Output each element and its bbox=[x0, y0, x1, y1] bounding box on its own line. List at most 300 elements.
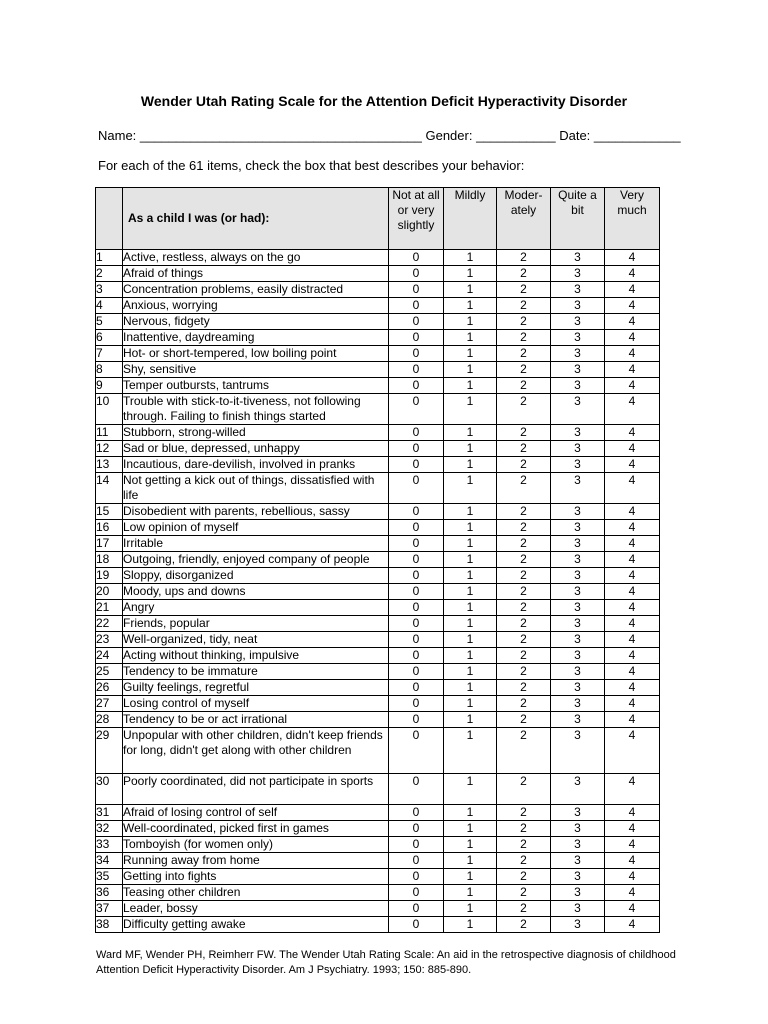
score-cell[interactable]: 4 bbox=[605, 885, 660, 901]
score-cell[interactable]: 3 bbox=[551, 869, 605, 885]
score-cell[interactable]: 3 bbox=[551, 712, 605, 728]
score-cell[interactable]: 2 bbox=[497, 821, 551, 837]
table-row bbox=[96, 457, 660, 473]
table-row bbox=[96, 330, 660, 346]
score-cell[interactable]: 3 bbox=[551, 917, 605, 933]
score-cell[interactable]: 0 bbox=[389, 696, 444, 712]
score-cell[interactable]: 1 bbox=[444, 330, 497, 346]
item-number: 25 bbox=[96, 664, 123, 680]
score-cell[interactable]: 2 bbox=[497, 266, 551, 282]
score-cell[interactable]: 1 bbox=[444, 346, 497, 362]
score-cell[interactable]: 1 bbox=[444, 520, 497, 536]
score-cell[interactable]: 3 bbox=[551, 378, 605, 394]
item-text: Well-coordinated, picked first in games bbox=[123, 821, 389, 837]
table-header-row bbox=[96, 188, 660, 250]
score-cell[interactable]: 4 bbox=[605, 266, 660, 282]
item-text: Poorly coordinated, did not participate in sports bbox=[123, 774, 389, 805]
instructions: For each of the 61 items, check the box that best describes your behavior: bbox=[98, 158, 525, 173]
score-cell[interactable]: 4 bbox=[605, 394, 660, 425]
score-cell[interactable]: 2 bbox=[497, 917, 551, 933]
item-number: 21 bbox=[96, 600, 123, 616]
score-cell[interactable]: 4 bbox=[605, 362, 660, 378]
score-cell[interactable]: 1 bbox=[444, 632, 497, 648]
score-cell[interactable]: 0 bbox=[389, 536, 444, 552]
citation-footer: Ward MF, Wender PH, Reimherr FW. The Wender Utah Rating Scale: An aid in the retrospective diagnosis of childhood Attention Deficit Hyperactivity Disorder. Am J Psychiatry. 1993; 150: 885-890. bbox=[96, 949, 676, 976]
score-cell[interactable]: 0 bbox=[389, 664, 444, 680]
table-row bbox=[96, 314, 660, 330]
item-text: Acting without thinking, impulsive bbox=[123, 648, 389, 664]
item-number: 7 bbox=[96, 346, 123, 362]
score-cell[interactable]: 1 bbox=[444, 805, 497, 821]
item-text: Hot- or short-tempered, low boiling point bbox=[123, 346, 389, 362]
score-cell[interactable]: 4 bbox=[605, 584, 660, 600]
score-cell[interactable]: 2 bbox=[497, 901, 551, 917]
score-cell[interactable]: 1 bbox=[444, 425, 497, 441]
score-cell[interactable]: 1 bbox=[444, 728, 497, 774]
score-cell[interactable]: 0 bbox=[389, 869, 444, 885]
score-cell[interactable]: 3 bbox=[551, 394, 605, 425]
score-cell[interactable]: 1 bbox=[444, 664, 497, 680]
score-cell[interactable]: 3 bbox=[551, 680, 605, 696]
table-row bbox=[96, 712, 660, 728]
score-cell[interactable]: 4 bbox=[605, 837, 660, 853]
table-row bbox=[96, 552, 660, 568]
score-cell[interactable]: 0 bbox=[389, 346, 444, 362]
score-cell[interactable]: 2 bbox=[497, 600, 551, 616]
score-cell[interactable]: 3 bbox=[551, 266, 605, 282]
score-cell[interactable]: 2 bbox=[497, 584, 551, 600]
score-cell[interactable]: 0 bbox=[389, 584, 444, 600]
score-cell[interactable]: 3 bbox=[551, 600, 605, 616]
score-cell[interactable]: 3 bbox=[551, 901, 605, 917]
item-number: 14 bbox=[96, 473, 123, 504]
score-cell[interactable]: 4 bbox=[605, 441, 660, 457]
column-header-mildly: Mildly bbox=[444, 188, 497, 250]
item-text: Active, restless, always on the go bbox=[123, 250, 389, 266]
table-row bbox=[96, 821, 660, 837]
score-cell[interactable]: 4 bbox=[605, 696, 660, 712]
item-text: Well-organized, tidy, neat bbox=[123, 632, 389, 648]
score-cell[interactable]: 2 bbox=[497, 885, 551, 901]
score-cell[interactable]: 3 bbox=[551, 441, 605, 457]
item-number: 22 bbox=[96, 616, 123, 632]
item-text: Temper outbursts, tantrums bbox=[123, 378, 389, 394]
score-cell[interactable]: 0 bbox=[389, 378, 444, 394]
score-cell[interactable]: 3 bbox=[551, 616, 605, 632]
score-cell[interactable]: 0 bbox=[389, 520, 444, 536]
score-cell[interactable]: 2 bbox=[497, 616, 551, 632]
score-cell[interactable]: 1 bbox=[444, 869, 497, 885]
score-cell[interactable]: 0 bbox=[389, 282, 444, 298]
table-row bbox=[96, 664, 660, 680]
score-cell[interactable]: 3 bbox=[551, 584, 605, 600]
score-cell[interactable]: 2 bbox=[497, 774, 551, 805]
score-cell[interactable]: 2 bbox=[497, 536, 551, 552]
score-cell[interactable]: 0 bbox=[389, 250, 444, 266]
score-cell[interactable]: 0 bbox=[389, 728, 444, 774]
score-cell[interactable]: 2 bbox=[497, 250, 551, 266]
score-cell[interactable]: 3 bbox=[551, 837, 605, 853]
score-cell[interactable]: 0 bbox=[389, 362, 444, 378]
score-cell[interactable]: 3 bbox=[551, 473, 605, 504]
score-cell[interactable]: 3 bbox=[551, 648, 605, 664]
score-cell[interactable]: 2 bbox=[497, 664, 551, 680]
column-header-moderately: Moder-ately bbox=[497, 188, 551, 250]
score-cell[interactable]: 1 bbox=[444, 441, 497, 457]
score-cell[interactable]: 0 bbox=[389, 394, 444, 425]
score-cell[interactable]: 2 bbox=[497, 282, 551, 298]
item-text: Tomboyish (for women only) bbox=[123, 837, 389, 853]
score-cell[interactable]: 4 bbox=[605, 805, 660, 821]
score-cell[interactable]: 3 bbox=[551, 696, 605, 712]
item-text: Guilty feelings, regretful bbox=[123, 680, 389, 696]
score-cell[interactable]: 0 bbox=[389, 441, 444, 457]
score-cell[interactable]: 3 bbox=[551, 568, 605, 584]
score-cell[interactable]: 2 bbox=[497, 362, 551, 378]
score-cell[interactable]: 2 bbox=[497, 346, 551, 362]
score-cell[interactable]: 3 bbox=[551, 664, 605, 680]
score-cell[interactable]: 3 bbox=[551, 298, 605, 314]
item-text: Tendency to be or act irrational bbox=[123, 712, 389, 728]
item-text: Running away from home bbox=[123, 853, 389, 869]
score-cell[interactable]: 1 bbox=[444, 473, 497, 504]
score-cell[interactable]: 1 bbox=[444, 282, 497, 298]
table-row bbox=[96, 250, 660, 266]
item-number: 19 bbox=[96, 568, 123, 584]
item-text: Sad or blue, depressed, unhappy bbox=[123, 441, 389, 457]
score-cell[interactable]: 4 bbox=[605, 664, 660, 680]
score-cell[interactable]: 4 bbox=[605, 600, 660, 616]
item-number: 35 bbox=[96, 869, 123, 885]
score-cell[interactable]: 0 bbox=[389, 648, 444, 664]
score-cell[interactable]: 1 bbox=[444, 648, 497, 664]
score-cell[interactable]: 1 bbox=[444, 680, 497, 696]
score-cell[interactable]: 2 bbox=[497, 552, 551, 568]
table-row bbox=[96, 584, 660, 600]
score-cell[interactable]: 2 bbox=[497, 394, 551, 425]
score-cell[interactable]: 2 bbox=[497, 648, 551, 664]
item-number: 18 bbox=[96, 552, 123, 568]
score-cell[interactable]: 1 bbox=[444, 600, 497, 616]
score-cell[interactable]: 2 bbox=[497, 378, 551, 394]
item-number: 17 bbox=[96, 536, 123, 552]
item-number: 26 bbox=[96, 680, 123, 696]
score-cell[interactable]: 3 bbox=[551, 250, 605, 266]
item-number: 37 bbox=[96, 901, 123, 917]
score-cell[interactable]: 4 bbox=[605, 568, 660, 584]
item-text: Afraid of losing control of self bbox=[123, 805, 389, 821]
score-cell[interactable]: 0 bbox=[389, 885, 444, 901]
name-gender-date-line: Name: _______________________________________ Gender: ___________ Date: ____________ bbox=[98, 128, 681, 143]
score-cell[interactable]: 4 bbox=[605, 298, 660, 314]
score-cell[interactable]: 0 bbox=[389, 600, 444, 616]
item-number: 32 bbox=[96, 821, 123, 837]
score-cell[interactable]: 0 bbox=[389, 330, 444, 346]
column-header-not-at-all: Not at all or very slightly bbox=[389, 188, 444, 250]
score-cell[interactable]: 2 bbox=[497, 425, 551, 441]
item-text: Difficulty getting awake bbox=[123, 917, 389, 933]
score-cell[interactable]: 1 bbox=[444, 821, 497, 837]
score-cell[interactable]: 2 bbox=[497, 712, 551, 728]
score-cell[interactable]: 3 bbox=[551, 885, 605, 901]
score-cell[interactable]: 4 bbox=[605, 346, 660, 362]
score-cell[interactable]: 4 bbox=[605, 504, 660, 520]
table-row bbox=[96, 696, 660, 712]
score-cell[interactable]: 4 bbox=[605, 901, 660, 917]
table-row bbox=[96, 600, 660, 616]
score-cell[interactable]: 2 bbox=[497, 728, 551, 774]
score-cell[interactable]: 0 bbox=[389, 457, 444, 473]
item-number: 11 bbox=[96, 425, 123, 441]
score-cell[interactable]: 2 bbox=[497, 680, 551, 696]
score-cell[interactable]: 4 bbox=[605, 552, 660, 568]
item-text: Inattentive, daydreaming bbox=[123, 330, 389, 346]
score-cell[interactable]: 0 bbox=[389, 504, 444, 520]
item-number: 27 bbox=[96, 696, 123, 712]
score-cell[interactable]: 2 bbox=[497, 473, 551, 504]
score-cell[interactable]: 2 bbox=[497, 298, 551, 314]
score-cell[interactable]: 4 bbox=[605, 250, 660, 266]
score-cell[interactable]: 2 bbox=[497, 568, 551, 584]
score-cell[interactable]: 4 bbox=[605, 473, 660, 504]
item-number: 1 bbox=[96, 250, 123, 266]
score-cell[interactable]: 3 bbox=[551, 853, 605, 869]
score-cell[interactable]: 4 bbox=[605, 330, 660, 346]
score-cell[interactable]: 3 bbox=[551, 362, 605, 378]
score-cell[interactable]: 1 bbox=[444, 774, 497, 805]
score-cell[interactable]: 3 bbox=[551, 552, 605, 568]
score-cell[interactable]: 1 bbox=[444, 536, 497, 552]
score-cell[interactable]: 0 bbox=[389, 853, 444, 869]
number-column-header bbox=[96, 188, 123, 250]
table-row bbox=[96, 805, 660, 821]
score-cell[interactable]: 2 bbox=[497, 696, 551, 712]
table-row bbox=[96, 425, 660, 441]
score-cell[interactable]: 1 bbox=[444, 457, 497, 473]
score-cell[interactable]: 4 bbox=[605, 425, 660, 441]
item-number: 30 bbox=[96, 774, 123, 805]
score-cell[interactable]: 0 bbox=[389, 821, 444, 837]
table-row bbox=[96, 648, 660, 664]
score-cell[interactable]: 0 bbox=[389, 712, 444, 728]
item-number: 8 bbox=[96, 362, 123, 378]
table-row bbox=[96, 282, 660, 298]
item-number: 16 bbox=[96, 520, 123, 536]
score-cell[interactable]: 1 bbox=[444, 378, 497, 394]
score-cell[interactable]: 1 bbox=[444, 616, 497, 632]
item-number: 36 bbox=[96, 885, 123, 901]
score-cell[interactable]: 3 bbox=[551, 282, 605, 298]
score-cell[interactable]: 3 bbox=[551, 805, 605, 821]
item-text: Unpopular with other children, didn't keep friends for long, didn't get along with other children bbox=[123, 728, 389, 774]
item-number: 23 bbox=[96, 632, 123, 648]
item-number: 38 bbox=[96, 917, 123, 933]
item-text: Angry bbox=[123, 600, 389, 616]
score-cell[interactable]: 1 bbox=[444, 250, 497, 266]
table-row bbox=[96, 536, 660, 552]
score-cell[interactable]: 4 bbox=[605, 712, 660, 728]
item-text: Sloppy, disorganized bbox=[123, 568, 389, 584]
item-number: 29 bbox=[96, 728, 123, 774]
item-number: 6 bbox=[96, 330, 123, 346]
score-cell[interactable]: 3 bbox=[551, 504, 605, 520]
page-title: Wender Utah Rating Scale for the Attention Deficit Hyperactivity Disorder bbox=[140, 93, 628, 109]
item-text: Concentration problems, easily distracted bbox=[123, 282, 389, 298]
table-row bbox=[96, 568, 660, 584]
score-cell[interactable]: 2 bbox=[497, 330, 551, 346]
score-cell[interactable]: 3 bbox=[551, 425, 605, 441]
item-number: 24 bbox=[96, 648, 123, 664]
score-cell[interactable]: 3 bbox=[551, 520, 605, 536]
table-row bbox=[96, 869, 660, 885]
item-number: 33 bbox=[96, 837, 123, 853]
score-cell[interactable]: 2 bbox=[497, 632, 551, 648]
item-text: Outgoing, friendly, enjoyed company of people bbox=[123, 552, 389, 568]
score-cell[interactable]: 2 bbox=[497, 504, 551, 520]
score-cell[interactable]: 3 bbox=[551, 821, 605, 837]
score-cell[interactable]: 0 bbox=[389, 837, 444, 853]
item-number: 3 bbox=[96, 282, 123, 298]
table-row bbox=[96, 917, 660, 933]
score-cell[interactable]: 4 bbox=[605, 457, 660, 473]
score-cell[interactable]: 4 bbox=[605, 853, 660, 869]
score-cell[interactable]: 0 bbox=[389, 917, 444, 933]
score-cell[interactable]: 2 bbox=[497, 853, 551, 869]
rating-scale-table bbox=[95, 187, 660, 933]
item-text: Tendency to be immature bbox=[123, 664, 389, 680]
score-cell[interactable]: 1 bbox=[444, 712, 497, 728]
table-row bbox=[96, 473, 660, 504]
score-cell[interactable]: 0 bbox=[389, 552, 444, 568]
score-cell[interactable]: 1 bbox=[444, 837, 497, 853]
score-cell[interactable]: 4 bbox=[605, 536, 660, 552]
score-cell[interactable]: 2 bbox=[497, 805, 551, 821]
score-cell[interactable]: 2 bbox=[497, 441, 551, 457]
item-text: Incautious, dare-devilish, involved in pranks bbox=[123, 457, 389, 473]
score-cell[interactable]: 0 bbox=[389, 774, 444, 805]
score-cell[interactable]: 1 bbox=[444, 885, 497, 901]
item-text: Leader, bossy bbox=[123, 901, 389, 917]
score-cell[interactable]: 2 bbox=[497, 457, 551, 473]
score-cell[interactable]: 3 bbox=[551, 330, 605, 346]
score-cell[interactable]: 4 bbox=[605, 869, 660, 885]
score-cell[interactable]: 3 bbox=[551, 457, 605, 473]
item-text: Shy, sensitive bbox=[123, 362, 389, 378]
table-row bbox=[96, 616, 660, 632]
item-number: 12 bbox=[96, 441, 123, 457]
score-cell[interactable]: 1 bbox=[444, 362, 497, 378]
score-cell[interactable]: 2 bbox=[497, 869, 551, 885]
item-text: Getting into fights bbox=[123, 869, 389, 885]
item-number: 34 bbox=[96, 853, 123, 869]
item-number: 20 bbox=[96, 584, 123, 600]
score-cell[interactable]: 0 bbox=[389, 901, 444, 917]
score-cell[interactable]: 4 bbox=[605, 774, 660, 805]
score-cell[interactable]: 0 bbox=[389, 425, 444, 441]
table-row bbox=[96, 298, 660, 314]
score-cell[interactable]: 4 bbox=[605, 616, 660, 632]
score-cell[interactable]: 4 bbox=[605, 282, 660, 298]
score-cell[interactable]: 4 bbox=[605, 632, 660, 648]
score-cell[interactable]: 1 bbox=[444, 266, 497, 282]
item-number: 9 bbox=[96, 378, 123, 394]
item-text: Anxious, worrying bbox=[123, 298, 389, 314]
score-cell[interactable]: 1 bbox=[444, 901, 497, 917]
item-text: Stubborn, strong-willed bbox=[123, 425, 389, 441]
score-cell[interactable]: 3 bbox=[551, 314, 605, 330]
score-cell[interactable]: 1 bbox=[444, 504, 497, 520]
score-cell[interactable]: 3 bbox=[551, 346, 605, 362]
item-text: Nervous, fidgety bbox=[123, 314, 389, 330]
item-text: Trouble with stick-to-it-tiveness, not following through. Failing to finish things started bbox=[123, 394, 389, 425]
score-cell[interactable]: 1 bbox=[444, 394, 497, 425]
score-cell[interactable]: 2 bbox=[497, 520, 551, 536]
score-cell[interactable]: 1 bbox=[444, 917, 497, 933]
table-row bbox=[96, 885, 660, 901]
item-text: Irritable bbox=[123, 536, 389, 552]
item-number: 31 bbox=[96, 805, 123, 821]
score-cell[interactable]: 4 bbox=[605, 648, 660, 664]
score-cell[interactable]: 2 bbox=[497, 314, 551, 330]
table-row bbox=[96, 266, 660, 282]
score-cell[interactable]: 1 bbox=[444, 853, 497, 869]
item-number: 2 bbox=[96, 266, 123, 282]
table-row bbox=[96, 346, 660, 362]
item-number: 28 bbox=[96, 712, 123, 728]
item-text: Teasing other children bbox=[123, 885, 389, 901]
item-text: Moody, ups and downs bbox=[123, 584, 389, 600]
score-cell[interactable]: 0 bbox=[389, 632, 444, 648]
score-cell[interactable]: 4 bbox=[605, 821, 660, 837]
score-cell[interactable]: 4 bbox=[605, 378, 660, 394]
score-cell[interactable]: 0 bbox=[389, 680, 444, 696]
score-cell[interactable]: 4 bbox=[605, 520, 660, 536]
item-number: 13 bbox=[96, 457, 123, 473]
score-cell[interactable]: 2 bbox=[497, 837, 551, 853]
score-cell[interactable]: 0 bbox=[389, 616, 444, 632]
score-cell[interactable]: 3 bbox=[551, 774, 605, 805]
score-cell[interactable]: 0 bbox=[389, 473, 444, 504]
score-cell[interactable]: 1 bbox=[444, 552, 497, 568]
score-cell[interactable]: 0 bbox=[389, 298, 444, 314]
score-cell[interactable]: 4 bbox=[605, 917, 660, 933]
item-text: Losing control of myself bbox=[123, 696, 389, 712]
table-row bbox=[96, 362, 660, 378]
score-cell[interactable]: 3 bbox=[551, 632, 605, 648]
score-cell[interactable]: 1 bbox=[444, 568, 497, 584]
score-cell[interactable]: 4 bbox=[605, 728, 660, 774]
score-cell[interactable]: 3 bbox=[551, 536, 605, 552]
score-cell[interactable]: 0 bbox=[389, 266, 444, 282]
score-cell[interactable]: 1 bbox=[444, 584, 497, 600]
table-row bbox=[96, 378, 660, 394]
score-cell[interactable]: 3 bbox=[551, 728, 605, 774]
score-cell[interactable]: 0 bbox=[389, 568, 444, 584]
score-cell[interactable]: 4 bbox=[605, 314, 660, 330]
table-row bbox=[96, 837, 660, 853]
item-number: 15 bbox=[96, 504, 123, 520]
score-cell[interactable]: 0 bbox=[389, 314, 444, 330]
table-row bbox=[96, 728, 660, 774]
score-cell[interactable]: 1 bbox=[444, 314, 497, 330]
item-text: Low opinion of myself bbox=[123, 520, 389, 536]
score-cell[interactable]: 4 bbox=[605, 680, 660, 696]
table-body bbox=[96, 250, 660, 933]
item-column-header: As a child I was (or had): bbox=[123, 188, 389, 250]
score-cell[interactable]: 1 bbox=[444, 696, 497, 712]
score-cell[interactable]: 1 bbox=[444, 298, 497, 314]
score-cell[interactable]: 0 bbox=[389, 805, 444, 821]
